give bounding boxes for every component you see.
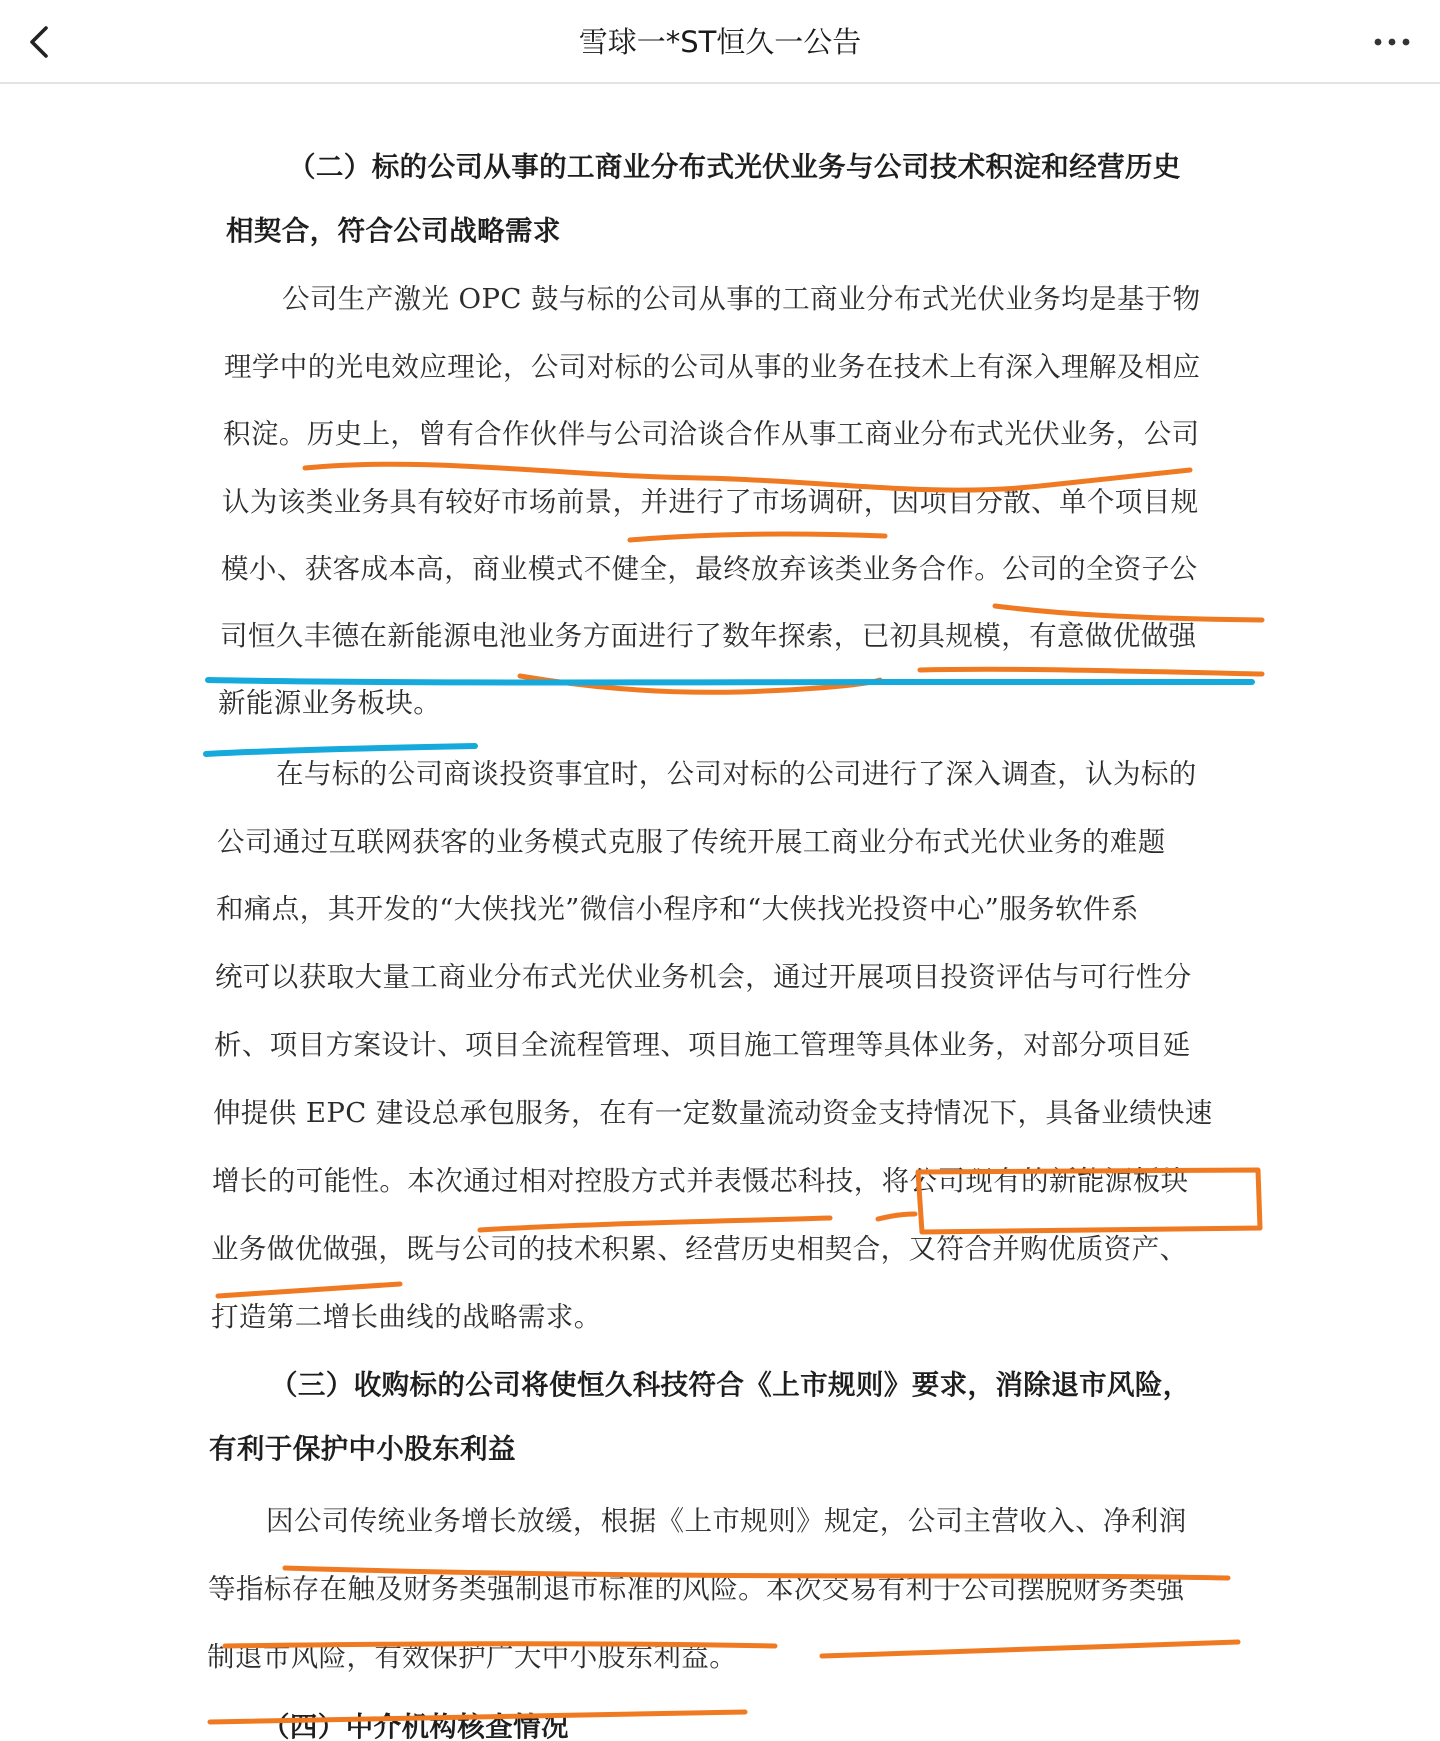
text-line: 积淀。历史上，曾有合作伙伴与公司洽谈合作从事工商业分布式光伏业务，公司 xyxy=(223,418,1200,450)
orange-underline xyxy=(822,1642,1238,1656)
text-line: 等指标存在触及财务类强制退市标准的风险。本次交易有利于公司摆脱财务类强 xyxy=(208,1573,1185,1605)
text-line: 制退市风险，有效保护广大中小股东利益。 xyxy=(207,1641,738,1673)
section-heading-2-cont: 相契合，符合公司战略需求 xyxy=(226,215,561,247)
text-line: 新能源业务板块。 xyxy=(218,687,442,719)
orange-underline xyxy=(520,676,880,692)
section-heading-2: （二）标的公司从事的工商业分布式光伏业务与公司技术积淀和经营历史 xyxy=(288,151,1181,183)
text-line: 因公司传统业务增长放缓，根据《上市规则》规定，公司主营收入、净利润 xyxy=(266,1505,1187,1537)
section-heading-3-cont: 有利于保护中小股东利益 xyxy=(209,1433,516,1465)
orange-underline xyxy=(630,534,885,540)
text-line: 析、项目方案设计、项目全流程管理、项目施工管理等具体业务，对部分项目延 xyxy=(214,1029,1191,1061)
text-line: 模小、获客成本高，商业模式不健全，最终放弃该类业务合作。公司的全资子公 xyxy=(221,553,1198,585)
text-line: 和痛点，其开发的“大侠找光”微信小程序和“大侠找光投资中心”服务软件系 xyxy=(216,893,1139,925)
text-line: 在与标的公司商谈投资事宜时，公司对标的公司进行了深入调查，认为标的 xyxy=(276,758,1197,790)
text-line: 公司生产激光 OPC 鼓与标的公司从事的工商业分布式光伏业务均是基于物 xyxy=(282,283,1201,315)
text-line: 认为该类业务具有较好市场前景，并进行了市场调研，因项目分散、单个项目规 xyxy=(222,486,1199,518)
section-heading-3: （三）收购标的公司将使恒久科技符合《上市规则》要求，消除退市风险， xyxy=(270,1369,1191,1401)
back-button[interactable] xyxy=(14,18,64,66)
text-line: 打造第二增长曲线的战略需求。 xyxy=(211,1301,602,1333)
navigation-bar xyxy=(0,0,1440,84)
document-page xyxy=(0,86,1440,1741)
more-button[interactable] xyxy=(1362,22,1422,62)
text-line: 业务做优做强，既与公司的技术积累、经营历史相契合，又符合并购优质资产、 xyxy=(211,1233,1188,1265)
text-line: 伸提供 EPC 建设总承包服务，在有一定数量流动资金支持情况下，具备业绩快速 xyxy=(213,1097,1213,1129)
text-line: 增长的可能性。本次通过相对控股方式并表慑芯科技，将公司现有的新能源板块 xyxy=(212,1165,1189,1197)
section-heading-4: （四）中介机构核查情况 xyxy=(262,1711,569,1741)
orange-underline xyxy=(920,669,1262,674)
text-line: 统可以获取大量工商业分布式光伏业务机会，通过开展项目投资评估与可行性分 xyxy=(215,961,1192,993)
text-line: 理学中的光电效应理论，公司对标的公司从事的业务在技术上有深入理解及相应 xyxy=(224,351,1201,383)
text-line: 司恒久丰德在新能源电池业务方面进行了数年探索，已初具规模，有意做优做强 xyxy=(220,620,1197,652)
text-line: 公司通过互联网获客的业务模式克服了传统开展工商业分布式光伏业务的难题 xyxy=(217,826,1166,858)
chevron-left-icon xyxy=(26,24,52,60)
more-horizontal-icon xyxy=(1372,36,1412,48)
orange-underline xyxy=(878,1214,915,1219)
page-title: 雪球一*ST恒久一公告 xyxy=(578,25,862,59)
